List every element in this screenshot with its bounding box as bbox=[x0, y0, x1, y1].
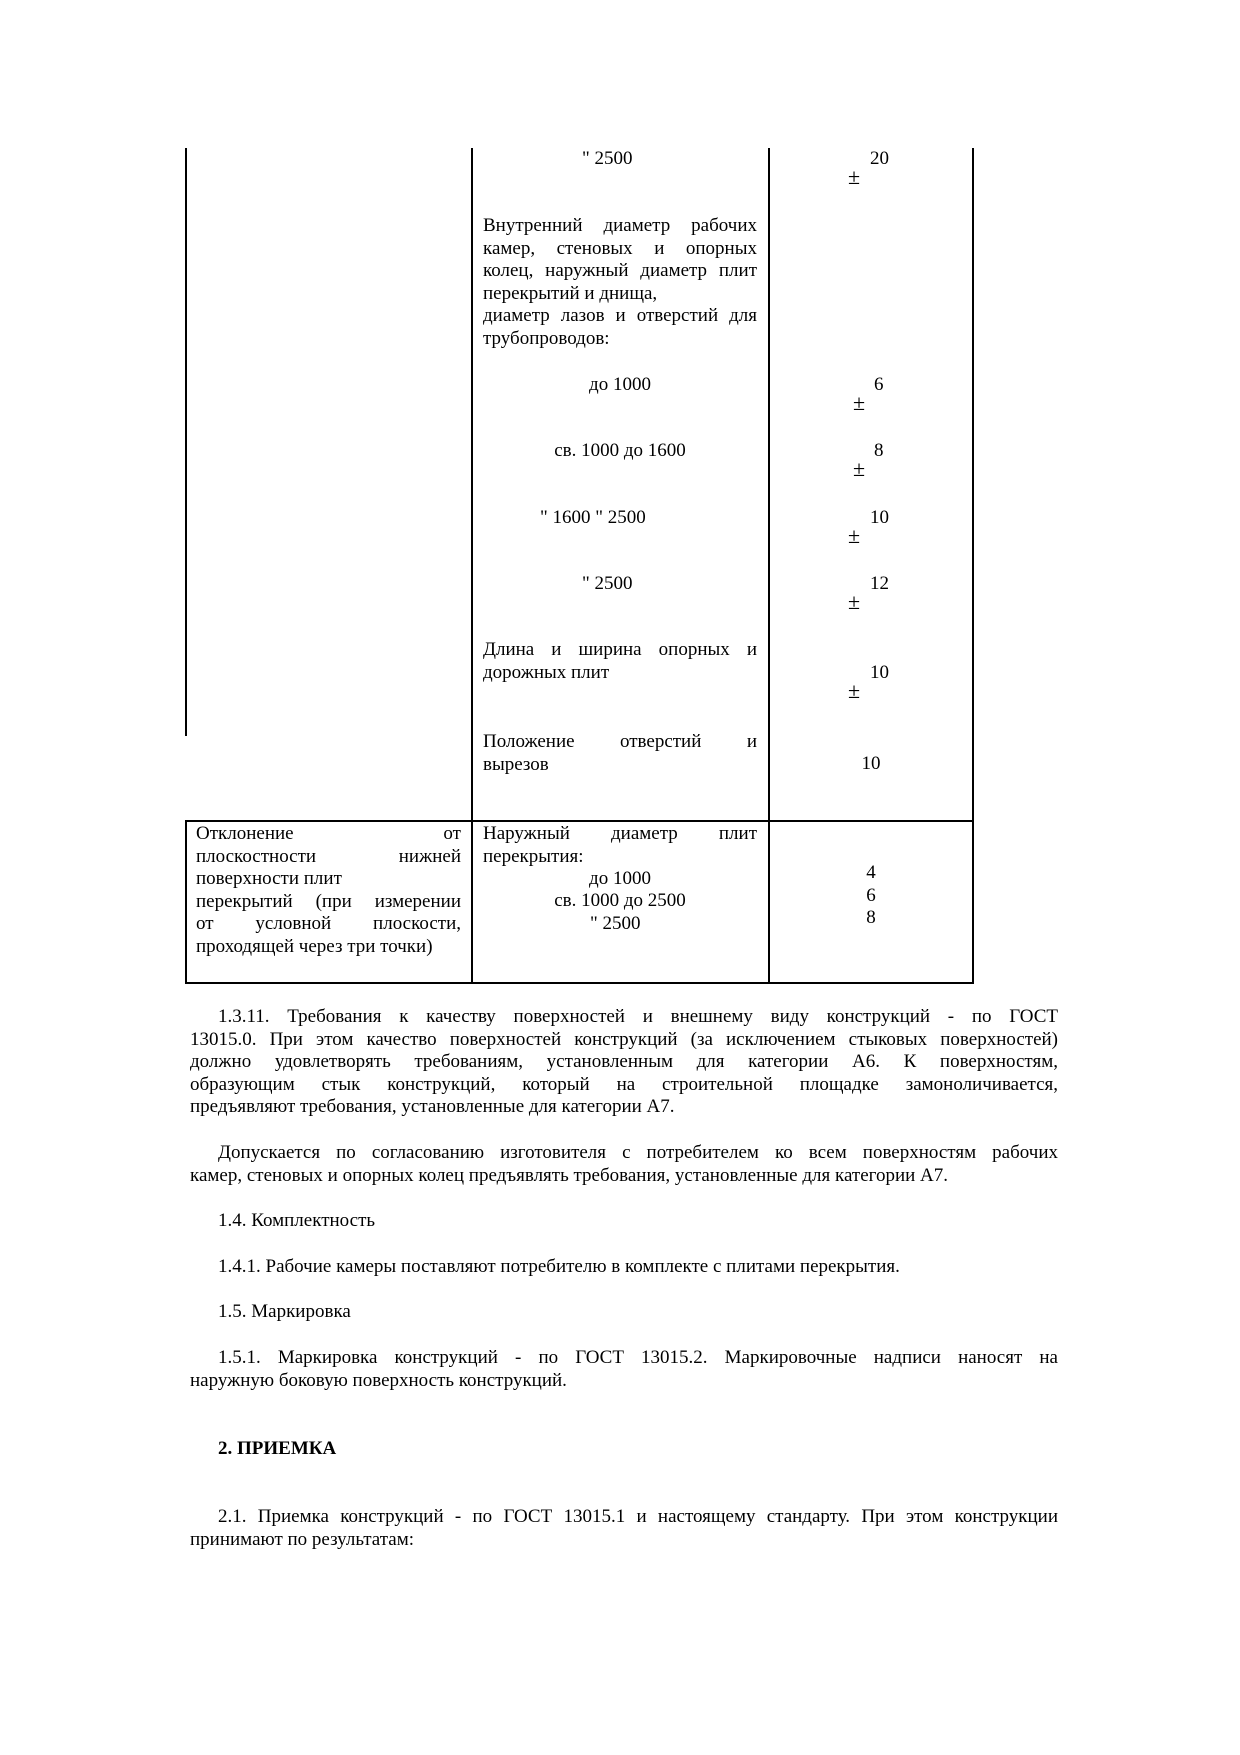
flatness-value-8: 8 bbox=[866, 907, 876, 928]
cell-line: перекрытий (при измерении bbox=[196, 890, 461, 912]
tol-value-6: 6 bbox=[874, 374, 884, 395]
cell-line: Отклонение от bbox=[196, 823, 461, 844]
cell-line: перекрытия: bbox=[483, 845, 584, 867]
tol-value-8: 8 bbox=[874, 440, 884, 461]
cell-deviation-flatness bbox=[196, 823, 461, 958]
table-right-border bbox=[972, 148, 974, 984]
cell-1600-2500: " 1600 " 2500 bbox=[540, 507, 646, 528]
cell-line: трубопроводов: bbox=[483, 327, 610, 349]
cell-2500-second: " 2500 bbox=[582, 573, 633, 594]
paragraph-allowed bbox=[190, 1142, 1058, 1187]
cell-sv-1000-1600: св. 1000 до 1600 bbox=[554, 440, 686, 461]
cell-outer-2500: " 2500 bbox=[590, 913, 641, 934]
cell-line: дорожных плит bbox=[483, 661, 610, 683]
para-line: камер, стеновых и опорных колец предъявлять требования, установленные для категории А7. bbox=[190, 1164, 949, 1186]
para-line: предъявляют требования, установленные для категории А7. bbox=[190, 1096, 675, 1117]
table-bottom-border bbox=[185, 982, 974, 984]
section-1-4-title: 1.4. Комплектность bbox=[218, 1210, 376, 1231]
table-col2-divider bbox=[768, 148, 770, 984]
plus-minus-icon: ± bbox=[853, 456, 866, 481]
cell-outer-sv-1000-2500: св. 1000 до 2500 bbox=[554, 890, 686, 911]
tol-value-10-holes: 10 bbox=[861, 753, 881, 774]
cell-line: перекрытий и днища, bbox=[483, 282, 658, 304]
para-line: 1.5.1. Маркировка конструкций - по ГОСТ 13015.2. Маркировочные надписи наносят на bbox=[218, 1347, 1058, 1368]
paragraph-1-4-1: 1.4.1. Рабочие камеры поставляют потребителю в комплекте с плитами перекрытия. bbox=[218, 1256, 900, 1277]
cell-line: Положение отверстий и bbox=[483, 731, 757, 752]
cell-line: колец, наружный диаметр плит bbox=[483, 260, 757, 281]
table-left-border-bottom bbox=[185, 822, 187, 984]
tol-value-20: 20 bbox=[870, 148, 889, 169]
para-line: должно удовлетворять требованиям, установленным для категории А6. К поверхностям, bbox=[190, 1051, 1058, 1072]
section-1-5-title: 1.5. Маркировка bbox=[218, 1301, 351, 1322]
cell-line: Внутренний диаметр рабочих bbox=[483, 215, 757, 236]
flatness-value-4: 4 bbox=[866, 862, 876, 883]
plus-minus-icon: ± bbox=[848, 678, 861, 703]
para-line: образующим стык конструкций, который на строительной площадке замоноличивается, bbox=[190, 1073, 1058, 1095]
para-line: 1.3.11. Требования к качеству поверхностей и внешнему виду конструкций - по ГОСТ bbox=[218, 1006, 1058, 1027]
para-line: Допускается по согласованию изготовителя с потребителем ко всем поверхностям рабочих bbox=[218, 1142, 1058, 1163]
cell-line: камер, стеновых и опорных bbox=[483, 237, 757, 259]
cell-line: вырезов bbox=[483, 753, 549, 775]
plus-minus-icon: ± bbox=[853, 390, 866, 415]
paragraph-2-1 bbox=[190, 1506, 1058, 1551]
cell-line: диаметр лазов и отверстий для bbox=[483, 305, 757, 326]
cell-outer-do-1000: до 1000 bbox=[589, 868, 651, 889]
para-line: 2.1. Приемка конструкций - по ГОСТ 13015.1 и настоящему стандарту. При этом конструкции bbox=[218, 1506, 1058, 1527]
cell-inner-diameter bbox=[483, 215, 757, 350]
plus-minus-icon: ± bbox=[848, 589, 861, 614]
para-line: 13015.0. При этом качество поверхностей конструкций (за исключением стыковых поверхностей) bbox=[190, 1028, 1058, 1050]
para-line: наружную боковую поверхность конструкций. bbox=[190, 1369, 567, 1391]
cell-line: плоскостности нижней bbox=[196, 845, 461, 867]
section-2-heading: 2. ПРИЕМКА bbox=[218, 1438, 337, 1459]
cell-line: Наружный диаметр плит bbox=[483, 823, 757, 844]
cell-line: Длина и ширина опорных и bbox=[483, 639, 757, 660]
table-col1-divider bbox=[471, 148, 473, 984]
cell-line: от условной плоскости, bbox=[196, 913, 461, 934]
table-row-divider bbox=[185, 820, 974, 822]
plus-minus-icon: ± bbox=[848, 523, 861, 548]
paragraph-1-5-1 bbox=[190, 1347, 1058, 1392]
paragraph-1-3-11 bbox=[190, 1006, 1058, 1119]
cell-do-1000: до 1000 bbox=[589, 374, 651, 395]
plus-minus-icon: ± bbox=[848, 164, 861, 189]
cell-position-holes bbox=[483, 731, 757, 776]
cell-line: проходящей через три точки) bbox=[196, 935, 433, 957]
table-left-border-top bbox=[185, 148, 187, 736]
tol-value-10-plates: 10 bbox=[870, 662, 889, 683]
tol-value-10: 10 bbox=[870, 507, 889, 528]
flatness-value-6: 6 bbox=[866, 885, 876, 906]
cell-line: поверхности плит bbox=[196, 868, 342, 889]
tol-value-12: 12 bbox=[870, 573, 889, 594]
para-line: принимают по результатам: bbox=[190, 1528, 415, 1550]
cell-2500-first: " 2500 bbox=[582, 148, 633, 169]
cell-outer-diameter-head bbox=[483, 823, 757, 868]
cell-length-width bbox=[483, 639, 757, 684]
